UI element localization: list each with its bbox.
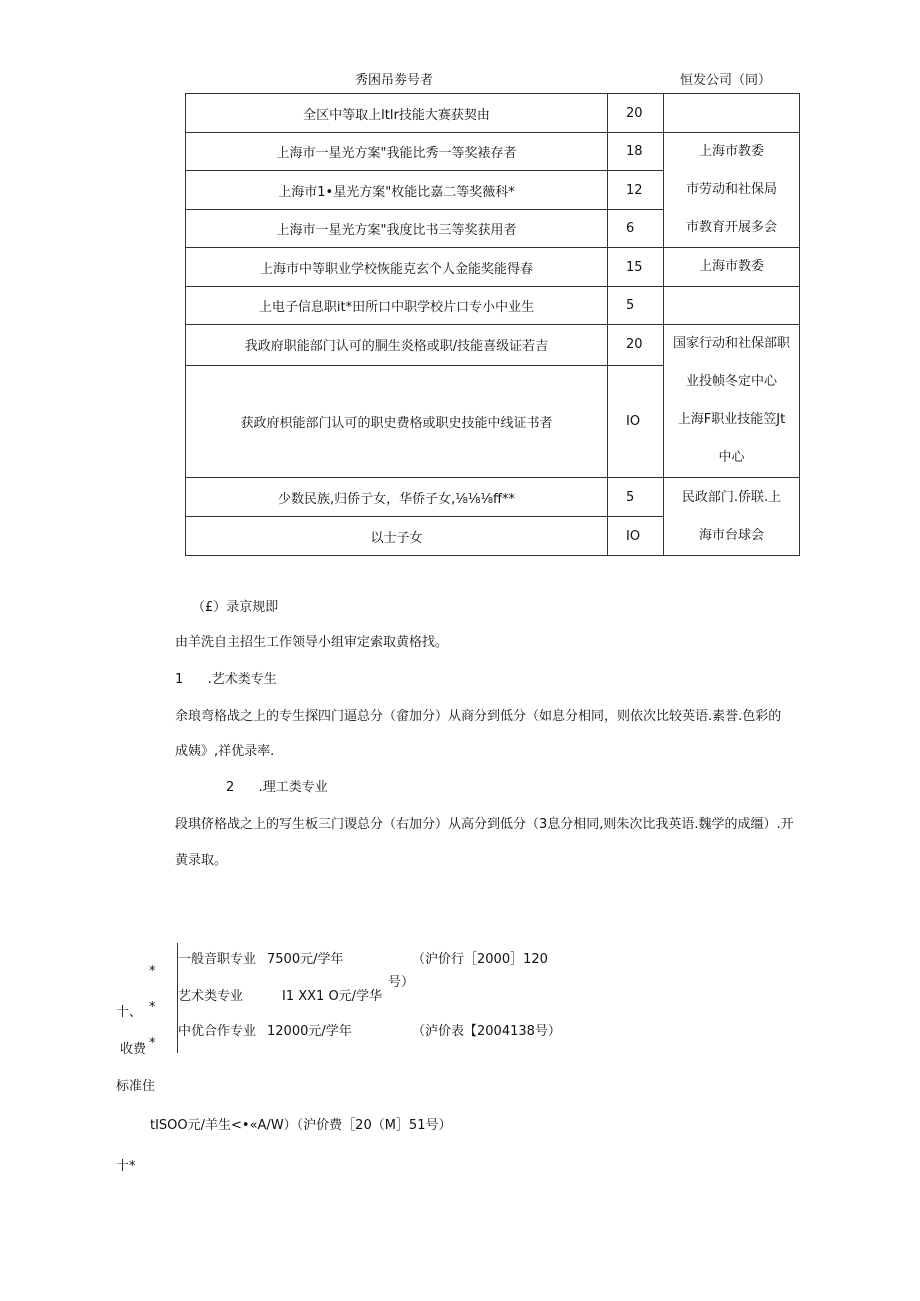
- fee-coop-amount: 12000元/学年: [267, 1024, 352, 1039]
- fee-art-amount: [282, 985, 383, 1004]
- fee-bracket-star: *: [149, 1000, 156, 1015]
- fee-bracket-star: *: [149, 1036, 156, 1051]
- row-criteria: 我政府职能部门认可的胴生炎格或职/技能喜级证若吉: [186, 325, 608, 366]
- row-points: 5: [608, 478, 664, 517]
- fee-art-amount-text: I1 XX1 O元/学华: [282, 989, 383, 1004]
- org-cert-group: [664, 325, 800, 478]
- org-edu-group: [664, 133, 800, 248]
- fee-coop-ref: （泸价表【2004138号）: [412, 1024, 561, 1039]
- table-row: [186, 133, 800, 171]
- next-section-mark: 十*: [116, 1159, 136, 1174]
- art-section-label: .艺术类专生: [207, 672, 277, 687]
- row-points: 5: [608, 287, 664, 325]
- table-row: [186, 325, 800, 366]
- row-criteria: 上海市中等职业学校恢能克玄个人金能奖能得春: [186, 248, 608, 287]
- org-line: 市教育开展多会: [685, 220, 777, 235]
- fee-section-mark: 十、: [116, 1005, 143, 1020]
- art-section-title: [175, 668, 277, 687]
- row-criteria: 上电子信息职it*田所口中职学校片口专小中业生: [186, 287, 608, 325]
- org-line: 中心: [718, 450, 745, 465]
- row-points: 12: [608, 171, 664, 210]
- art-rule-line-2: 成姨》,祥优录率.: [175, 744, 275, 759]
- table-row: [186, 478, 800, 517]
- org-line: 国家行动和社保部职: [672, 336, 790, 351]
- org-line: 民政部门.侨联.上: [681, 489, 782, 505]
- fee-coop-name: 中优合作专业: [178, 1024, 257, 1039]
- art-rule-line-1: 余琅弯格战之上的专生探四门逼总分（畲加分）从商分到低分（如息分相同，则依次比较英语.素誉.色彩的: [175, 709, 782, 724]
- row-criteria: 上海市一星光方案"我度比书三等奖获用者: [186, 210, 608, 248]
- row-points: 20: [608, 325, 664, 366]
- table-header-criteria: 秀困吊劵号者: [355, 73, 434, 88]
- row-points: IO: [608, 365, 664, 477]
- row-points: 6: [608, 210, 664, 248]
- org-line: 上海市教委: [698, 144, 764, 159]
- sci-section-label: .理工类专业: [258, 780, 328, 795]
- row-criteria: 少数民族,归侨亍女，华侨子女,⅛⅛⅛ff**: [186, 478, 608, 517]
- art-section-number: 1: [175, 672, 184, 687]
- row-org-empty: [664, 287, 800, 325]
- org-line: 业投帧冬定中心: [685, 374, 777, 389]
- admission-heading: （£）录京规即: [192, 600, 279, 615]
- fee-label-2: 标准住: [116, 1079, 156, 1094]
- fee-label-1: 收费: [120, 1042, 147, 1057]
- row-criteria: 以士子女: [186, 517, 608, 556]
- sci-rule-line-1: 段琪侪格战之上的写生板三门谡总分（右加分）从高分到低分（3息分相同,则朱次比我英语.魏学的成缰）.开: [175, 817, 794, 832]
- table-row: [186, 94, 800, 133]
- row-points: IO: [608, 517, 664, 556]
- admission-intro: 由羊洗自主招生工作领导小组审定索取黄格找。: [175, 635, 449, 650]
- sci-section-number: 2: [226, 780, 235, 795]
- org-minority-group: [664, 478, 800, 556]
- sci-section-title: [226, 776, 328, 795]
- award-table: [185, 93, 800, 556]
- fee-general-ref-tail: 号）: [388, 975, 415, 990]
- fee-extra-line: tISOO元/羊生<•«A/W）（沪价费［20（M］51号）: [150, 1118, 452, 1133]
- sci-rule-line-2: 黄录取。: [175, 853, 228, 868]
- row-org-empty: [664, 94, 800, 133]
- org-line: 市劳动和社保局: [685, 182, 777, 197]
- org-line: 海市台球会: [698, 527, 764, 543]
- table-row: [186, 287, 800, 325]
- row-criteria: 上海市一星光方案"我能比秀一等奖裱存者: [186, 133, 608, 171]
- org-line: 上海F职业技能笠Jt: [677, 412, 786, 427]
- fee-general-ref: （沪价行［2000］120: [412, 952, 548, 967]
- fee-art-name-text: 艺术类专业: [178, 989, 244, 1004]
- table-header-org: 恒发公司（同）: [680, 73, 772, 88]
- row-points: 15: [608, 248, 664, 287]
- row-criteria: 获政府枳能部门认可的职史费格或职史技能中线证书者: [186, 365, 608, 477]
- table-row: [186, 248, 800, 287]
- row-criteria: 全区中等取上ltlr技能大赛获契由: [186, 94, 608, 133]
- fee-general-name: 一般音职专业: [178, 952, 257, 967]
- fee-general-amount: 7500元/学年: [267, 952, 344, 967]
- fee-bracket-star: *: [149, 964, 156, 979]
- row-criteria: 上海市1•星光方案"枚能比嘉二等奖薇科*: [186, 171, 608, 210]
- row-points: 18: [608, 133, 664, 171]
- org-edu-single: 上海市教委: [664, 248, 800, 287]
- row-points: 20: [608, 94, 664, 133]
- fee-art-name: [178, 985, 244, 1004]
